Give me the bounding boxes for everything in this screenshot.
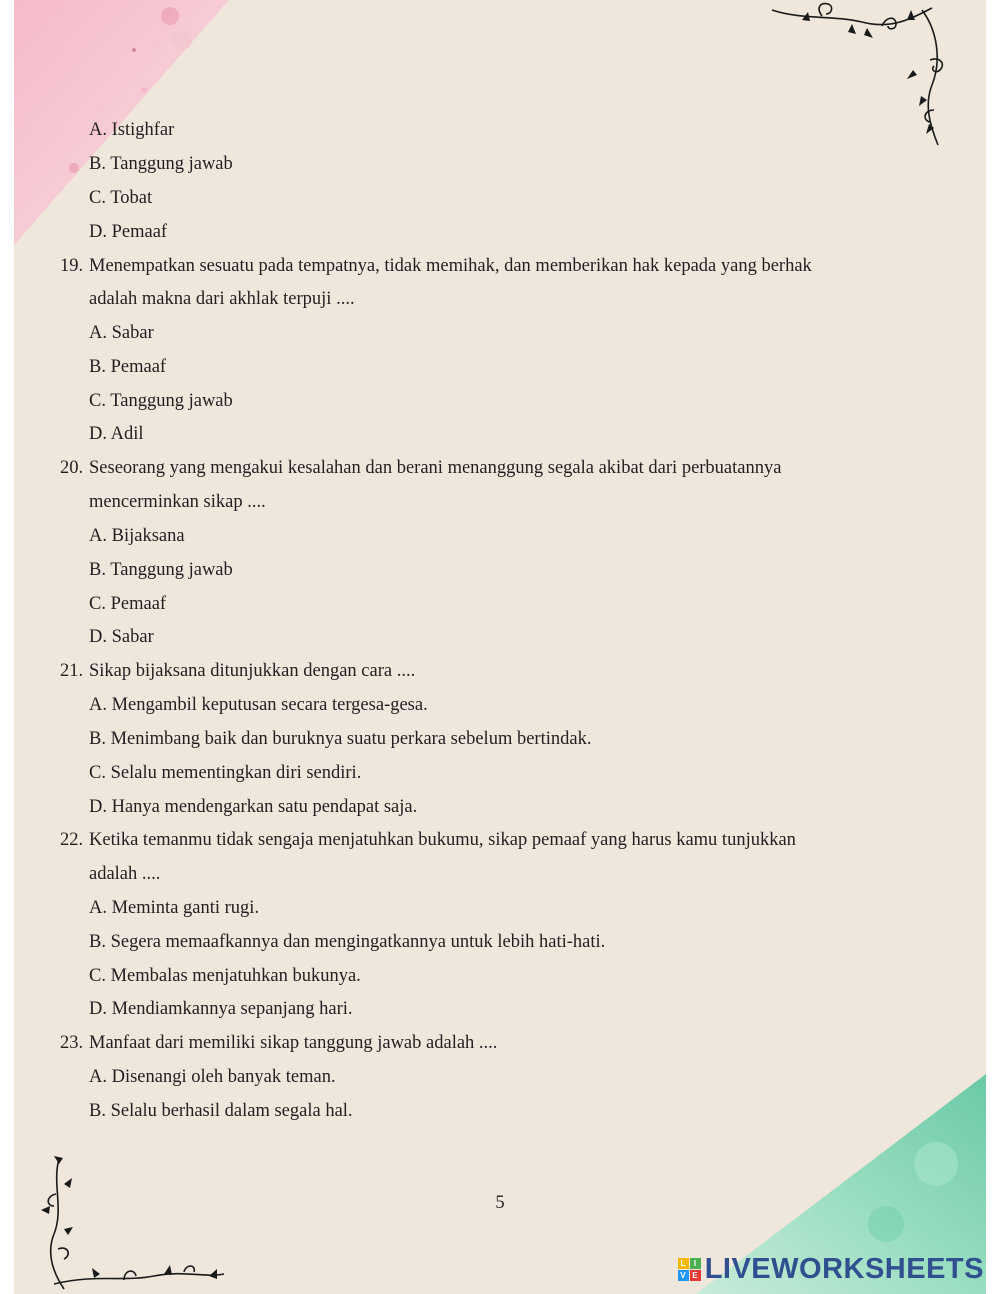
q18-option-a: A. Istighfar — [89, 120, 175, 140]
q23-option-b: B. Selalu berhasil dalam segala hal. — [89, 1101, 353, 1121]
q22-question-line1: Ketika temanmu tidak sengaja menjatuhkan bukumu, sikap pemaaf yang harus kamu tunjukkan — [89, 830, 796, 850]
q22-option-a: A. Meminta ganti rugi. — [89, 898, 260, 918]
q20-question-line2: mencerminkan sikap .... — [89, 492, 266, 512]
q20-option-a: A. Bijaksana — [89, 526, 185, 546]
liveworksheets-brand-link[interactable] — [678, 1252, 984, 1286]
brand-text: LIVEWORKSHEETS — [704, 1252, 984, 1285]
q23-question-line1: Manfaat dari memiliki sikap tanggung jawab adalah .... — [89, 1033, 498, 1053]
q21-option-d: D. Hanya mendengarkan satu pendapat saja. — [89, 797, 418, 817]
q18-option-d: D. Pemaaf — [89, 222, 168, 242]
q20-number: 20. — [60, 458, 84, 478]
q19-option-c: C. Tanggung jawab — [89, 391, 233, 411]
q22-option-d: D. Mendiamkannya sepanjang hari. — [89, 999, 353, 1019]
q19-question-line2: adalah makna dari akhlak terpuji .... — [89, 289, 355, 309]
page-number: 5 — [495, 1193, 505, 1213]
q19-option-a: A. Sabar — [89, 323, 154, 343]
logo-letter-l: L — [678, 1258, 689, 1269]
q21-option-b: B. Menimbang baik dan buruknya suatu perkara sebelum bertindak. — [89, 729, 592, 749]
q18-option-b: B. Tanggung jawab — [89, 154, 233, 174]
q20-question-line1: Seseorang yang mengakui kesalahan dan berani menanggung segala akibat dari perbuatannya — [89, 458, 782, 478]
q19-number: 19. — [60, 256, 84, 276]
q22-question-line2: adalah .... — [89, 864, 161, 884]
q23-option-a: A. Disenangi oleh banyak teman. — [89, 1067, 336, 1087]
q20-option-b: B. Tanggung jawab — [89, 560, 233, 580]
q23-number: 23. — [60, 1033, 84, 1053]
worksheet-page — [14, 0, 986, 1294]
q21-number: 21. — [60, 661, 84, 681]
q21-question-line1: Sikap bijaksana ditunjukkan dengan cara .... — [89, 661, 416, 681]
q21-option-c: C. Selalu mementingkan diri sendiri. — [89, 763, 362, 783]
q21-option-a: A. Mengambil keputusan secara tergesa-gesa. — [89, 695, 428, 715]
liveworksheets-logo-icon — [678, 1258, 701, 1281]
logo-letter-v: V — [678, 1270, 689, 1281]
logo-letter-i: I — [690, 1258, 701, 1269]
q19-option-d: D. Adil — [89, 424, 144, 444]
q22-option-b: B. Segera memaafkannya dan mengingatkannya untuk lebih hati-hati. — [89, 932, 606, 952]
question-content — [14, 0, 986, 1294]
logo-letter-e: E — [690, 1270, 701, 1281]
q19-question-line1: Menempatkan sesuatu pada tempatnya, tidak memihak, dan memberikan hak kepada yang berhak — [89, 256, 812, 276]
q18-option-c: C. Tobat — [89, 188, 153, 208]
q22-option-c: C. Membalas menjatuhkan bukunya. — [89, 966, 361, 986]
q20-option-d: D. Sabar — [89, 627, 154, 647]
q20-option-c: C. Pemaaf — [89, 594, 167, 614]
q19-option-b: B. Pemaaf — [89, 357, 167, 377]
q22-number: 22. — [60, 830, 84, 850]
